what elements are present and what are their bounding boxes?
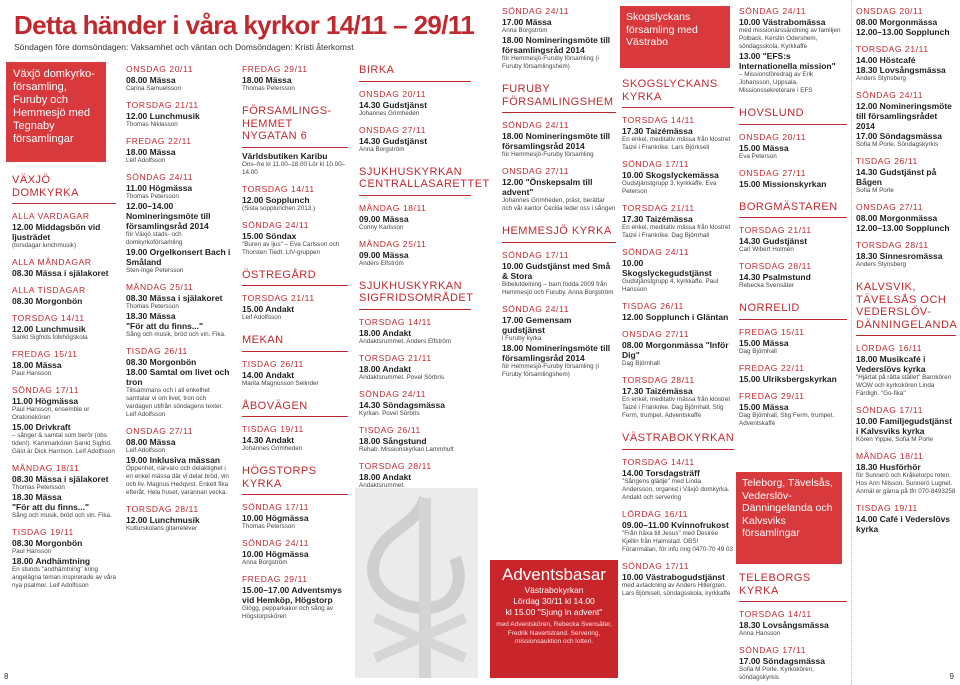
event-note: Sankt Sigfrids folkhögskola <box>12 334 88 341</box>
event-date: SÖNDAG 17/11 <box>622 159 690 169</box>
event-date: SÖNDAG 17/11 <box>856 405 924 415</box>
event-note: Sofia M Porle <box>856 187 894 194</box>
event-date: TORSDAG 14/11 <box>739 609 812 619</box>
page-title: Detta händer i våra kyrkor 14/11 – 29/11 <box>14 10 475 40</box>
section-rule <box>856 335 956 336</box>
cross-illustration <box>355 488 478 678</box>
event-date: SÖNDAG 24/11 <box>502 6 570 16</box>
page-number-left: 8 <box>4 672 9 681</box>
event-title: 13.00 "EFS:s Internationella mission" <box>739 51 836 71</box>
event-note: Anna Hansson <box>739 630 781 637</box>
event-title: 14.30 Gudstjänst <box>359 99 428 110</box>
event-note: Rebecka Svensäter <box>739 282 794 289</box>
event-title: 18.30 Lovsångsmässa <box>739 620 829 630</box>
event-title: 12.00 Lunchmusik <box>12 324 86 334</box>
event-title: 12.00 "Önskepsalm till advent" <box>502 177 593 197</box>
event-date: TORSDAG 21/11 <box>359 352 432 363</box>
event-title: 12.00–13.00 Sopplunch <box>856 223 950 233</box>
event-note: Johannes Grimheden <box>242 445 303 452</box>
event-note: – Missionsföredrag av Erik Johansson, Uppsala, Missionssekreterare i EFS <box>739 71 814 94</box>
column-8 <box>856 6 956 676</box>
section-rule <box>242 494 348 495</box>
event-date: TORSDAG 21/11 <box>242 293 315 303</box>
event-note: Kören Yippie, Sofia M Porle <box>856 436 934 443</box>
event-note: Carl Wibert Holmén <box>739 246 794 253</box>
column-4 <box>359 64 490 489</box>
event-note: Anna Borgström <box>502 27 548 34</box>
event-title: 08.30 Morgonbön <box>12 296 83 306</box>
section-rule <box>359 195 471 196</box>
event-note: Dag Björnhall <box>739 347 777 355</box>
event-date: SÖNDAG 17/11 <box>242 502 310 512</box>
event-title: 08.30 Mässa i själakoret <box>126 293 223 303</box>
event-title: 17.30 Taizémässa <box>622 126 693 136</box>
page-number-right: 9 <box>949 672 954 681</box>
parish-box-skogslyckan <box>620 6 730 68</box>
section-heading: SJUKHUSKYRKAN CENTRALLASARETTET <box>359 165 490 190</box>
event-date: ONSDAG 27/11 <box>622 329 690 339</box>
event-note: Sång och musik, bröd och vin. Fika. <box>12 512 112 519</box>
column-2 <box>126 64 232 664</box>
event-date: FREDAG 15/11 <box>739 326 805 337</box>
event-note: Thomas Petersson <box>242 523 295 530</box>
event-date: TORSDAG 14/11 <box>622 115 695 125</box>
event-title: 14.30 Gudstjänst <box>359 135 428 146</box>
event-note: Anna Borgström <box>242 559 288 566</box>
section-rule <box>242 147 348 148</box>
event-title: 14.00 Café i Vederslövs kyrka <box>856 514 951 534</box>
event-note: Paul Hansson <box>12 370 52 377</box>
event-note: Anders Stynsberg <box>856 75 907 82</box>
event-title: 14.00 Höstcafé <box>856 55 916 65</box>
event-note: med missionärssändning av familjen Polback. Kerstin Odershem, söndagsskola. Kyrkkaffe <box>739 27 841 50</box>
event-title: 18.00 Nomineringsmöte till församlingsråd 2014 <box>502 342 611 363</box>
event-note: Johannes Grimheden <box>359 109 420 117</box>
banner-venue: Västrabokyrkan <box>524 585 584 595</box>
event-title: 18.30 Mässa <box>126 311 176 321</box>
event-title: 09.00 Mässa <box>359 249 409 260</box>
event-title: 18.00 Musikcafé i Vederslövs kyrka <box>856 354 926 374</box>
event-title: 10.00 Västrabogudstjänst <box>622 571 725 582</box>
event-note: (Sista sopplunchen 2013.) <box>242 204 316 212</box>
event-date: TISDAG 26/11 <box>359 424 421 435</box>
event-note: Sång och musik, bröd och vin. Fika. <box>126 331 226 338</box>
event-date: ALLA VARDAGAR <box>12 211 90 221</box>
column-3 <box>242 64 348 664</box>
event-date: LÖRDAG 16/11 <box>856 343 923 353</box>
event-note: Eva Peterson <box>739 152 777 160</box>
event-note: Anders Elfström <box>359 259 404 267</box>
event-title: 12.00 Middagsbön vid ljusträdet <box>12 222 101 242</box>
event-date: SÖNDAG 24/11 <box>502 303 570 314</box>
event-title: 15.00–17.00 Adventsmys vid Hemköp, Högstorp <box>242 585 342 605</box>
event-date: TORSDAG 14/11 <box>12 313 85 323</box>
event-title: 14.30 Söndagsmässa <box>359 399 445 410</box>
event-title: 08.00 Mässa <box>126 437 176 447</box>
event-title: 18.00 Andakt <box>359 363 412 374</box>
event-title: 15.00 Missionskyrkan <box>739 178 827 189</box>
section-heading: BIRKA <box>359 64 395 76</box>
event-date: SÖNDAG 24/11 <box>502 120 570 130</box>
event-date: FREDAG 29/11 <box>739 390 805 401</box>
event-title: 10.00 Familjegudstjänst i Kalvsviks kyrka <box>856 416 952 436</box>
event-date: ONSDAG 27/11 <box>502 166 570 176</box>
event-date: SÖNDAG 17/11 <box>622 560 690 571</box>
event-date: ONSDAG 20/11 <box>856 6 924 16</box>
event-title: 15.00 Andakt <box>242 304 295 314</box>
event-note: Leif Adolfsson <box>242 314 282 321</box>
event-note: Sofia M Porle. Kyrkokören, söndagskyrkis <box>739 666 814 681</box>
event-date: TISDAG 26/11 <box>242 358 304 369</box>
event-date: ONSDAG 27/11 <box>856 202 924 212</box>
event-note: för Hemmesjö-Furuby församling (i Furuby församlingshem) <box>502 55 599 70</box>
event-date: SÖNDAG 24/11 <box>242 219 310 230</box>
event-date: FREDAG 29/11 <box>242 64 308 74</box>
event-date: FREDAG 22/11 <box>739 362 805 373</box>
event-note: Ons–fre kl 11.00–18.00 Lör kl 10.00–14.00 <box>242 160 346 176</box>
event-date: TISDAG 19/11 <box>12 527 74 537</box>
event-title: 18.00 Andakt <box>359 471 412 482</box>
event-date: SÖNDAG 24/11 <box>739 6 807 16</box>
event-date: TORSDAG 28/11 <box>126 504 199 514</box>
event-date: FREDAG 15/11 <box>12 349 78 359</box>
event-date: MÅNDAG 25/11 <box>126 282 194 292</box>
event-note: Rehab. Missionskyrkan Lammhult <box>359 445 454 453</box>
section-heading: FÖRSAMLINGSHEMMET NYGATAN 6 <box>242 105 332 142</box>
event-title: 18.00 Mässa <box>242 75 292 85</box>
event-date: MÅNDAG 18/11 <box>856 451 924 461</box>
event-note: En enkel, meditativ mässa från klostret Taizé i Frankrike. Dag Björnhall <box>622 224 731 239</box>
event-date: FREDAG 29/11 <box>242 574 308 584</box>
section-rule <box>502 242 616 243</box>
column-6 <box>622 78 734 678</box>
section-rule <box>739 601 847 602</box>
event-note: Thomas Petersson <box>242 85 295 92</box>
event-note: Andaktsrummet. Anders Elfström <box>359 337 452 345</box>
event-title: 15.00 Söndax <box>242 230 297 241</box>
event-title: 08.30 Morgonbön <box>126 357 197 367</box>
event-title: 15.00 Ulriksbergskyrkan <box>739 373 837 384</box>
section-heading: MEKAN <box>242 334 284 346</box>
event-title: 08.30 Mässa i själakoret <box>12 268 109 278</box>
event-title: 14.00 Andakt <box>242 369 295 380</box>
event-date: SÖNDAG 24/11 <box>622 247 690 257</box>
event-title: 17.30 Taizémässa <box>622 386 693 396</box>
event-date: TORSDAG 28/11 <box>359 460 432 471</box>
event-title: 10.00 Västrabomässa <box>739 17 826 27</box>
section-heading: TELEBORGS KYRKA <box>739 572 811 597</box>
event-title: 18.00 Nomineringsmöte till församlingsråd 2014 <box>502 35 611 55</box>
event-note: Sofia M Porle, Söndagskyrkis <box>856 141 939 148</box>
parish-box-title: Skogslyckans församling med Västrabo <box>626 11 698 48</box>
event-date: SÖNDAG 24/11 <box>242 538 310 548</box>
event-title: 08.30 Morgonbön <box>12 538 83 548</box>
event-date: TORSDAG 14/11 <box>359 316 432 327</box>
event-date: TORSDAG 28/11 <box>856 240 929 250</box>
event-title: 14.30 Psalmstund <box>739 272 811 282</box>
section-rule <box>622 107 734 108</box>
event-date: TISDAG 26/11 <box>126 346 188 356</box>
section-heading: ÅBOVÄGEN <box>242 399 308 412</box>
section-heading: HÖGSTORPS KYRKA <box>242 465 317 490</box>
event-title: 12.00 Lunchmusik <box>126 515 200 525</box>
event-date: MÅNDAG 25/11 <box>359 238 427 249</box>
event-note: En enkel, meditativ mässa från klostret Taizé i Frankrike. Lars Björksell <box>622 136 731 151</box>
event-title: Världsbutiken Karibu <box>242 150 328 161</box>
event-title: 17.00 Söndagsmässa <box>856 131 942 141</box>
event-date: SÖNDAG 17/11 <box>502 249 570 260</box>
section-heading: VÄSTRABOKYRKAN <box>622 432 735 444</box>
event-title: 12.00 Nomineringsmöte till församlingsrådet 2014 <box>856 101 952 131</box>
advent-banner <box>490 560 618 678</box>
event-date: ONSDAG 20/11 <box>126 64 194 74</box>
event-note: för Hemmesjö-Furuby församling <box>502 151 594 158</box>
event-title: "För att du finns..." <box>12 502 89 512</box>
event-date: TORSDAG 14/11 <box>242 183 315 194</box>
event-title: 10.00 Skogslyckemässa <box>622 170 719 180</box>
event-date: ALLA TISDAGAR <box>12 285 86 295</box>
event-date: SÖNDAG 24/11 <box>856 90 924 100</box>
event-note: Conny Karlsson <box>359 223 404 231</box>
event-note: Öppenhet, närvaro och delaktighet i en enkel mässa där vi delar bröd, vin och liv. Magnus Hedqvist. Enkelt fika efteråt. Hela huset, varannan vecka. <box>126 465 229 496</box>
section-rule <box>242 351 348 352</box>
section-heading: KALVSVIK, TÄVELSÅS OCH VEDERSLÖV-DÄNNINGELANDA <box>856 281 958 331</box>
event-title: 15.00 Mässa <box>739 337 789 348</box>
event-note: Andaktsrummet. Povel Sörbris <box>359 373 445 381</box>
event-title: 15.00 Mässa <box>739 142 789 153</box>
event-date: MÅNDAG 18/11 <box>12 463 80 473</box>
event-note: med avtackning av Anders Hillergren. Lars Björksell, söndagsskola, kyrkkaffe <box>622 581 731 597</box>
event-title: 10.00 Gudstjänst med Små & Stora <box>502 260 611 281</box>
event-title: 12.00 Lunchmusik <box>126 111 200 121</box>
event-date: ONSDAG 20/11 <box>359 88 427 99</box>
event-date: MÅNDAG 18/11 <box>359 202 427 213</box>
event-note: Thomas Petersson <box>126 193 179 200</box>
event-title: 18.00 Samtal om livet och tron <box>126 367 230 387</box>
event-date: FREDAG 22/11 <box>126 136 192 146</box>
event-title: 18.30 Sinnesromässa <box>856 251 943 261</box>
section-heading: VÄXJÖ DOMKYRKA <box>12 174 79 199</box>
event-date: TORSDAG 21/11 <box>856 44 929 54</box>
event-title: 14.30 Gudstjänst på Bågen <box>856 167 937 187</box>
event-note: Thomas Petersson <box>126 303 179 310</box>
event-note: Paul Hansson, ensemble ur Oratoriekören <box>12 406 90 421</box>
event-note: Bibelutdelning – barn födda 2009 från Hemmesjö och Furuby. Anna Borgström <box>502 280 614 296</box>
event-note: Anna Borgström <box>359 145 405 153</box>
event-date: TISDAG 26/11 <box>622 301 684 311</box>
event-title: 14.30 Gudstjänst <box>739 236 808 246</box>
right-page <box>480 0 960 685</box>
event-title: 18.30 Lovsångsmässa <box>856 65 946 75</box>
section-rule <box>739 124 847 125</box>
event-note: Dag Björnhall, Stig Ferm, trumpet. Adventskaffe <box>739 411 835 427</box>
event-date: TORSDAG 28/11 <box>739 261 812 271</box>
event-title: 10.00 Högmässa <box>242 513 309 523</box>
event-date: SÖNDAG 17/11 <box>12 385 80 395</box>
section-heading: NORRELID <box>739 302 800 314</box>
column-5 <box>502 6 616 472</box>
event-date: TISDAG 19/11 <box>242 424 304 434</box>
event-title: 08.00 Morgonmässa "Inför Dig" <box>622 340 729 360</box>
parish-box-teleborg <box>736 472 842 564</box>
event-title: 17.00 Gemensam gudstjänst <box>502 314 572 335</box>
chi-rho-icon <box>355 488 478 678</box>
event-date: ONSDAG 27/11 <box>359 124 427 135</box>
event-note: "Hjärtat på rätta stället" Barnkören WOW och kyrkokören Linda Färdigh. "Go-fika" <box>856 374 952 397</box>
event-title: 11.00 Högmässa <box>12 396 79 406</box>
event-title: 17.00 Söndagsmässa <box>739 656 825 666</box>
event-date: TISDAG 26/11 <box>856 156 918 166</box>
event-title: 18.00 Sångstund <box>359 435 427 446</box>
event-note: "Buren av ljus" – Eva Carlsson och Thorsten Tiedt. LIV-gruppen <box>242 240 340 256</box>
event-date: SÖNDAG 24/11 <box>126 172 194 182</box>
section-rule <box>739 319 847 320</box>
event-date: ONSDAG 20/11 <box>739 131 807 142</box>
event-note: Johannes Grimheden, präst, berättar och vår kantor Cecilia leder oss i sången <box>502 197 616 212</box>
event-date: LÖRDAG 16/11 <box>622 508 689 519</box>
event-note: för Sunnerö och Kråketorps roten. Hos Ann Nilsson, Sunnerö Lugnet. Anmäl er gärna på tfn 070-8493258 <box>856 472 956 495</box>
event-title: 17.30 Taizémässa <box>622 214 693 224</box>
section-rule <box>622 449 734 450</box>
event-date: ALLA MÅNDAGAR <box>12 257 92 267</box>
event-note: Thomas Petersson <box>12 484 65 491</box>
event-note: i Furuby kyrka <box>502 334 542 342</box>
event-title: 18.30 Husförhör <box>856 462 921 472</box>
event-title: 08.00 Morgonmässa <box>856 213 938 223</box>
parish-box-title: Växjö domkyrkoförsamling, Furuby och Hemmesjö med Tegnaby församlingar <box>13 68 95 145</box>
event-date: ONSDAG 27/11 <box>126 426 194 436</box>
event-title: 15.00 Drivkraft <box>12 422 71 432</box>
event-title: 17.00 Mässa <box>502 17 552 27</box>
event-title: 15.00 Mässa <box>739 401 789 412</box>
column-7 <box>739 6 847 466</box>
event-note: Glögg, pepparkakor och sång av Högstorpskören <box>242 605 334 620</box>
event-date: TORSDAG 21/11 <box>126 100 199 110</box>
event-note: för Växjö stads- och domkyrkoförsamling <box>126 231 183 246</box>
event-title: 10.00 Högmässa <box>242 549 309 559</box>
column-1 <box>12 174 116 674</box>
event-note: "Från häxa till Jesus" med Desirée Kjellin från Halmstad. OBS! Föranmälan, för info ring 0470-70 49 03 <box>622 529 733 553</box>
event-note: En enkel, meditativ mässa från klostret Taizé i Frankrike. Dag Björnhall, Stig Ferm, trumpet. Adventskaffe <box>622 396 731 419</box>
event-title: "För att du finns..." <box>126 321 203 331</box>
event-title: 09.00–11.00 Kvinnofrukost <box>622 519 729 530</box>
event-date: TORSDAG 21/11 <box>622 203 695 213</box>
event-note: Dag Björnhall <box>622 360 660 367</box>
page-subtitle: Söndagen före domsöndagen: Vaksamhet och väntan och Domsöndagen: Kristi återkomst <box>14 42 354 52</box>
section-rule <box>359 81 471 82</box>
event-note: Thomas Niklasson <box>126 121 178 128</box>
event-note: Kyrkan. Povel Sörbris <box>359 409 420 417</box>
event-title: 12.00 Sopplunch <box>242 194 310 205</box>
event-note: Anders Stynsberg <box>856 261 907 268</box>
event-note: – sånger & samtal som berör (obs tiden!). Kammarkören Sankt Sigfrid. Gäst är Dick Harrison. Leif Adolfsson <box>12 432 115 455</box>
event-title: 08.00 Mässa <box>126 75 176 85</box>
column-divider <box>851 0 852 685</box>
event-title: 18.00 Andakt <box>359 327 412 338</box>
section-heading: FURUBY FÖRSAMLINGSHEM <box>502 83 614 108</box>
event-note: Leif Adolfsson <box>126 157 166 164</box>
event-title: 18.30 Mässa <box>12 492 62 502</box>
section-rule <box>242 416 348 417</box>
event-title: 10.00 Skogslyckegudstjänst <box>622 258 712 278</box>
event-title: 12.00–13.00 Sopplunch <box>856 27 950 37</box>
event-note: Kulturskolans gitarrelever <box>126 525 198 532</box>
event-note: "Sångens glädje" med Linda Andersson, organist i Växjö domkyrka. Andakt och servering <box>622 477 730 501</box>
event-date: TORSDAG 21/11 <box>739 225 812 235</box>
event-note: för Hemmesjö-Furuby församling (i Furuby församlingshem) <box>502 362 599 378</box>
section-rule <box>739 217 847 218</box>
event-title: 12.00–14.00 Nomineringsmöte till församlingsråd 2014 <box>126 201 211 231</box>
event-date: TORSDAG 14/11 <box>622 456 695 467</box>
banner-sing: kl 15.00 "Sjung in advent" <box>505 607 603 617</box>
section-heading: HEMMESJÖ KYRKA <box>502 225 612 237</box>
event-note: Marita Magnusson Selinder <box>242 379 319 387</box>
banner-date: Lördag 30/11 kl 14.00 <box>513 596 595 606</box>
parish-box-title: Teleborg, Tävelsås, Vederslöv-Dänningelanda och Kalvsviks församlingar <box>742 477 833 539</box>
section-heading: HOVSLUND <box>739 107 805 119</box>
event-date: TISDAG 19/11 <box>856 503 918 513</box>
section-rule <box>502 112 616 113</box>
event-note: Gudstjänstgrupp 4, kyrkkaffe. Paul Hansson <box>622 278 719 293</box>
event-title: 14.30 Andakt <box>242 435 295 445</box>
banner-title: Adventsbasar <box>502 565 606 584</box>
parish-box <box>6 62 106 162</box>
event-title: 08.00 Morgonmässa <box>856 17 938 27</box>
event-note: Carina Samuelsson <box>126 85 181 92</box>
column-7-tail <box>739 572 847 681</box>
event-title: 19.00 Inklusiva mässan <box>126 455 221 465</box>
event-date: SÖNDAG 24/11 <box>359 388 427 399</box>
event-date: TORSDAG 28/11 <box>622 375 695 385</box>
section-rule <box>242 285 348 286</box>
section-rule <box>12 203 116 204</box>
event-note: Andaktsrummet. <box>359 481 405 489</box>
banner-note: med Adventskören, Rebecka Svensäter, Fredrik Navertstrand. Servering, missionsauktion och lotteri. <box>496 621 612 645</box>
section-heading: SJUKHUSKYRKAN SIGFRIDSOMRÅDET <box>359 279 474 304</box>
event-date: SÖNDAG 17/11 <box>739 645 807 655</box>
event-note: En stunds "andhämtning" kring angelägna teman inspirerade av våra nya psalmer. Leif Adolfsson <box>12 566 116 589</box>
event-note: Leif Adolfsson <box>126 447 166 454</box>
event-note: Sten-Inge Petersson <box>126 267 184 274</box>
event-title: 18.00 Mässa <box>12 360 62 370</box>
section-heading: BORGMÄSTAREN <box>739 200 838 213</box>
event-note: (torsdagar lunchmusik) <box>12 242 77 249</box>
event-title: 12.00 Sopplunch i Gläntan <box>622 312 729 322</box>
event-title: 14.00 Torsdagsträff <box>622 467 700 478</box>
event-title: 18.00 Mässa <box>126 147 176 157</box>
event-note: Gudstjänstgrupp 3, kyrkkaffe. Eva Peterson <box>622 180 717 195</box>
event-title: 18.00 Andhämtning <box>12 556 91 566</box>
section-heading: SKOGSLYCKANS KYRKA <box>622 78 718 103</box>
event-title: 09.00 Mässa <box>359 213 409 224</box>
event-note: Paul Hansson <box>12 548 52 555</box>
event-title: 11.00 Högmässa <box>126 183 193 193</box>
event-date: ONSDAG 27/11 <box>739 167 807 178</box>
event-title: 19.00 Orgelkonsert Bach i Småland <box>126 247 231 267</box>
section-heading: ÖSTREGÅRD <box>242 268 317 281</box>
event-note: Tillsammans och i all enkelhet samtalar vi om livet, tron och vardagen utifrån söndagens texter. Leif Adolfsson <box>126 387 223 418</box>
section-rule <box>359 309 471 310</box>
event-title: 08.30 Mässa i själakoret <box>12 474 109 484</box>
event-title: 18.00 Nomineringsmöte till församlingsråd 2014 <box>502 131 611 151</box>
